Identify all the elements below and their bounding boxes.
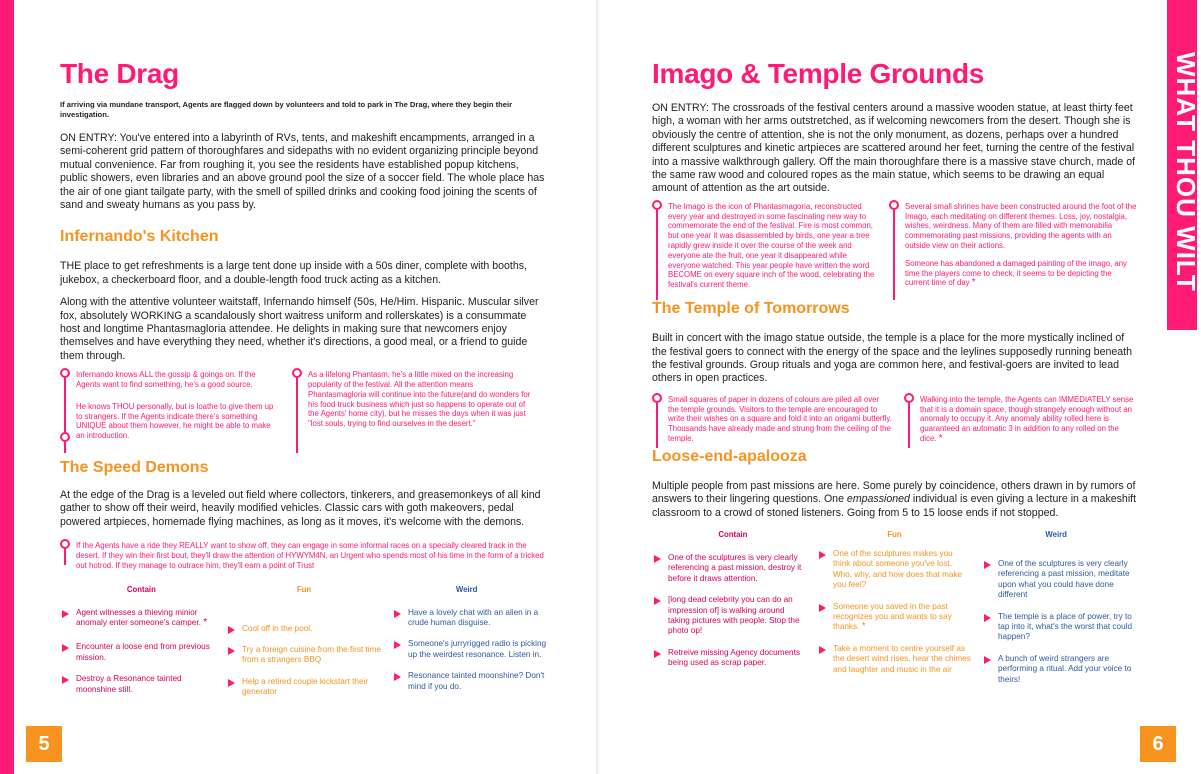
arrow-bullet-icon bbox=[228, 626, 235, 634]
list-item: Resonance tainted moonshine? Don't mind if you do. bbox=[392, 671, 548, 692]
chapter-side-tab-label: WHAT THOU WILT bbox=[1171, 52, 1201, 292]
callout-dot-icon bbox=[60, 432, 70, 442]
arrow-bullet-icon bbox=[984, 656, 991, 664]
arrow-bullet-icon bbox=[394, 673, 401, 681]
list-item: Someone's jurryrigged radio is picking up the weirdest resonance. Listen in. bbox=[392, 639, 548, 660]
shrine-note: Several small shrines have been constructed around the foot of the Imago, each meditating on different themes. Loss, joy, nostalgia, wishes, weirdness. Many of them are filled with memorabilia commemorating past missions, providing the agents with an outside view on their actions. bbox=[905, 201, 1137, 251]
section-heading-loose-end: Loose-end-apalooza bbox=[652, 447, 807, 465]
callout-line bbox=[908, 401, 910, 448]
section-heading-kitchen: Infernando's Kitchen bbox=[60, 228, 219, 246]
list-item: Someone you saved in the past recognizes you and wants to say thanks. * bbox=[817, 602, 972, 633]
list-item: The temple is a place of power, try to tap into it, what's the worst that could happen? bbox=[982, 612, 1137, 643]
temple-note-column-1 bbox=[652, 395, 892, 444]
loose-end-paragraph: Multiple people from past missions are here. Some purely by coincidence, others drawn in by rumors of answers to their lingering questions. One empassioned individual is even giving a lecture in a makeshift classroom to a crowd of stoned listeners. Going from 5 to 15 loose ends if not stopped. bbox=[652, 479, 1137, 519]
callout-dot-icon bbox=[652, 393, 662, 403]
callout-line bbox=[64, 547, 66, 564]
kitchen-paragraph-2: Along with the attentive volunteer waitstaff, Infernando himself (50s, He/Him. Hispanic. Muscular silver fox, absolutely WORKING a scandalously short waitress uniform and rollerskates) is a consummate host and longtime Phantasmagloria attendee. He delights in making sure that newcomers enjoy themselves and have everything they need, whether it's directions, a good meal, or a friend to guide them through. bbox=[60, 296, 539, 362]
section-heading-temple: The Temple of Tomorrows bbox=[652, 300, 850, 318]
callout-dot-icon bbox=[652, 200, 662, 210]
list-item: One of the sculptures is very clearly referencing a past mission, destroy it before it draws attention. bbox=[652, 553, 807, 584]
kitchen-note-1a: Infernando knows ALL the gossip & goings on. If the Agents want to find something, he's a good source. bbox=[76, 370, 256, 390]
kitchen-paragraph-1: THE place to get refreshments is a large tent done up inside with a 50s diner, complete with booths, jukebox, a checkerboard floor, and a double-length food truck acting as a kitchen. bbox=[60, 260, 527, 286]
encounter-table bbox=[60, 608, 548, 709]
callout-dot-icon bbox=[889, 200, 899, 210]
section-heading-speed-demons: The Speed Demons bbox=[60, 459, 209, 477]
left-page bbox=[60, 0, 548, 709]
right-page bbox=[652, 0, 1137, 696]
imago-note: The Imago is the icon of Phantasmagoria, reconstructed every year and destroyed in some fascinating new way to commemorate the end of the festival. Fire is most common, but one year it was disassembled by birds, one year a tree rapidly grew inside it over the course of the week and everyone ate the fruit, one year it disappeared while everyone watched. This year people have written the word BECOME on every square inch of the wood, celebrating the festival's current theme. bbox=[668, 201, 875, 290]
kitchen-note-column-1 bbox=[60, 370, 280, 449]
left-page-edge-bar bbox=[0, 0, 14, 774]
contain-header: Contain bbox=[718, 530, 748, 540]
fun-column bbox=[817, 549, 972, 696]
arrow-bullet-icon bbox=[228, 647, 235, 655]
imago-callout bbox=[652, 202, 1137, 296]
weird-header: Weird bbox=[455, 584, 478, 594]
shrine-note-column bbox=[889, 202, 1137, 296]
page-title: The Drag bbox=[60, 58, 179, 89]
kitchen-callout bbox=[60, 370, 532, 449]
speed-note-column bbox=[60, 541, 548, 570]
arrow-bullet-icon bbox=[62, 644, 69, 652]
speed-note: If the Agents have a ride they REALLY want to show off, they can engage in some informal races on a specially cleared track in the desert. If they win their first bout, they'll draw the attention of HYWYM4N, an Urgent who spends most of his time in the form of a tricked out hotrod. If they manage to outrace him, they'll earn a point of Trust bbox=[76, 541, 544, 570]
kitchen-note-1b: He knows THOU personally, but is loathe to give them up to strangers. If the Agents indicate there's something UNIQUE about them however, he might be able to make an introduction. bbox=[76, 401, 274, 441]
arrow-bullet-icon bbox=[394, 610, 401, 618]
list-item: Encounter a loose end from previous mission. bbox=[60, 642, 216, 663]
temple-paragraph: Built in concert with the imago statue outside, the temple is a place for the more mystically inclined of the festival goers to connect with the energy of the space and the leylines supposedly running beneath the festival grounds. Group rituals and yoga are common here, and festival-goers are invited to lead others in open practices. bbox=[652, 332, 1132, 385]
encounter-table-header bbox=[60, 585, 548, 594]
callout-dot-icon bbox=[60, 539, 70, 549]
fun-header: Fun bbox=[296, 584, 312, 594]
arrow-bullet-icon bbox=[819, 551, 826, 559]
arrow-bullet-icon bbox=[228, 679, 235, 687]
contain-header: Contain bbox=[126, 584, 156, 594]
arrow-bullet-icon bbox=[819, 646, 826, 654]
page-number-left: 5 bbox=[26, 726, 62, 762]
callout-dot-icon bbox=[60, 368, 70, 378]
arrow-bullet-icon bbox=[62, 676, 69, 684]
weird-column bbox=[982, 553, 1137, 696]
list-item: Help a retired couple kickstart their generator bbox=[226, 677, 382, 698]
list-item: Cool off in the pool. bbox=[226, 624, 382, 634]
callout-line bbox=[296, 376, 298, 453]
contain-column bbox=[60, 608, 216, 709]
star-mark: * bbox=[938, 433, 943, 445]
arrow-bullet-icon bbox=[654, 650, 661, 658]
speed-paragraph: At the edge of the Drag is a leveled out field where collectors, tinkerers, and greasemonkeys of all kind gather to show off their weird, heavily modified vehicles. Classic cars with goth makeovers, pedal powered artpieces, homemade flying machines, as long as it moves, it's welcome with the demons. bbox=[60, 489, 541, 528]
arrow-bullet-icon bbox=[819, 604, 826, 612]
list-item: Retreive missing Agency documents being used as scrap paper. bbox=[652, 648, 807, 669]
list-item: One of the sculptures makes you think about someone you've lost. Who, why, and how does that make you feel? bbox=[817, 549, 972, 591]
contain-column bbox=[652, 553, 807, 696]
list-item: Destroy a Resonance tainted moonshine still. bbox=[60, 674, 216, 695]
imago-note-column bbox=[652, 202, 877, 296]
arrow-bullet-icon bbox=[394, 641, 401, 649]
callout-line bbox=[656, 208, 658, 300]
encounter-table bbox=[652, 549, 1137, 696]
star-mark: * bbox=[861, 621, 866, 633]
weird-column bbox=[392, 608, 548, 709]
temple-callout bbox=[652, 395, 1137, 444]
encounter-table-header bbox=[652, 530, 1137, 539]
arrow-bullet-icon bbox=[654, 597, 661, 605]
list-item: A bunch of weird strangers are performing a ritual. Add your voice to theirs! bbox=[982, 654, 1137, 685]
intro-bold-text: If arriving via mundane transport, Agents are flagged down by volunteers and told to park in The Drag, where they begin their investigation. bbox=[60, 100, 513, 119]
painting-note: Someone has abandoned a damaged painting of the imago, any time the players come to check, it seems to be depicting the current time of day * bbox=[905, 258, 1127, 289]
intro-paragraph: ON ENTRY: The crossroads of the festival centers around a massive wooden statue, at least thirty feet high, a woman with her arms outstretched, as if welcoming newcomers from the desert. Though she is obviously the centre of attention, she is not the only monument, as dozens, perhaps over a hundred different sculptures and kinetic artpieces are scattered around her feet, turning the centre of the festival into a massive walkthrough gallery. Off the main thoroughfare there is a massive stave church, made of the same raw wood and coloured ropes as the main statue, which seems to be drawing an equal amount of attention as the art outside. bbox=[652, 102, 1136, 195]
temple-note-2: Walking into the temple, the Agents can IMMEDIATELY sense that it is a domain space, though strangely enough without an anomaly to occupy it. Any anomaly ability rolled here is guaranteed an automatic 3 in addition to any rolled on the dice. * bbox=[920, 394, 1134, 445]
page-title: Imago & Temple Grounds bbox=[652, 58, 985, 89]
list-item: Try a foreign cuisine from the first time from a strangers BBQ bbox=[226, 645, 382, 666]
book-spine bbox=[596, 0, 600, 774]
weird-header: Weird bbox=[1045, 530, 1067, 540]
callout-line bbox=[656, 401, 658, 448]
callout-dot-icon bbox=[292, 368, 302, 378]
arrow-bullet-icon bbox=[62, 610, 69, 618]
chapter-side-tab bbox=[1167, 0, 1201, 330]
arrow-bullet-icon bbox=[984, 614, 991, 622]
star-mark: * bbox=[203, 617, 208, 629]
callout-dot-icon bbox=[904, 393, 914, 403]
page-number-right: 6 bbox=[1140, 726, 1176, 762]
list-item: Take a moment to centre yourself as the desert wind rises, hear the chimes and laughter and music in the air bbox=[817, 644, 972, 675]
list-item: Have a lovely chat with an alien in a crude human disguise. bbox=[392, 608, 548, 629]
intro-paragraph: ON ENTRY: You've entered into a labyrinth of RVs, tents, and makeshift encampments, arranged in a semi-coherent grid pattern of thoroughfares and sidepaths with no evident organizing principle beyond mutual convenience. Far from roughing it, you see the residents have established popup kitchens, public showers, even libraries and an above ground pool the size of a soccer field. The whole place has the air of one giant tailgate party, with the smell of spilled drinks and cooking food joining the scents of sand and sweaty humans as you pass by. bbox=[60, 132, 545, 212]
arrow-bullet-icon bbox=[984, 561, 991, 569]
temple-note-1: Small squares of paper in dozens of colours are piled all over the temple grounds. Visitors to the temple are encouraged to write their wishes on a square and fold it into an origami butterfly. Thousands have already made and strung from the ceiling of the temple. bbox=[668, 394, 892, 444]
fun-header: Fun bbox=[887, 530, 902, 540]
temple-note-column-2 bbox=[904, 395, 1137, 444]
list-item: Agent witnesses a thieving minior anomaly enter someone's camper. * bbox=[60, 608, 216, 629]
callout-line bbox=[893, 208, 895, 300]
list-item: One of the sculptures is very clearly referencing a past mission, meditate upon what you could have done different bbox=[982, 559, 1137, 601]
list-item: [long dead celebrity you can do an impression of] is walking around taking pictures with people. Stop the photo op! bbox=[652, 595, 807, 637]
kitchen-note-column-2 bbox=[292, 370, 532, 449]
arrow-bullet-icon bbox=[654, 555, 661, 563]
kitchen-note-2: As a lifelong Phantasm, he's a little mixed on the increasing popularity of the festival. All the attention means Phantasmagloria will continue into the future(and do wonders for his food truck business which just so happens to operate out of the Agents' home city), but he misses the days when it was just "lost souls, trying to find ourselves in the desert." bbox=[308, 370, 531, 429]
star-mark: * bbox=[971, 277, 976, 289]
speed-callout bbox=[60, 541, 548, 570]
fun-column bbox=[226, 608, 382, 709]
